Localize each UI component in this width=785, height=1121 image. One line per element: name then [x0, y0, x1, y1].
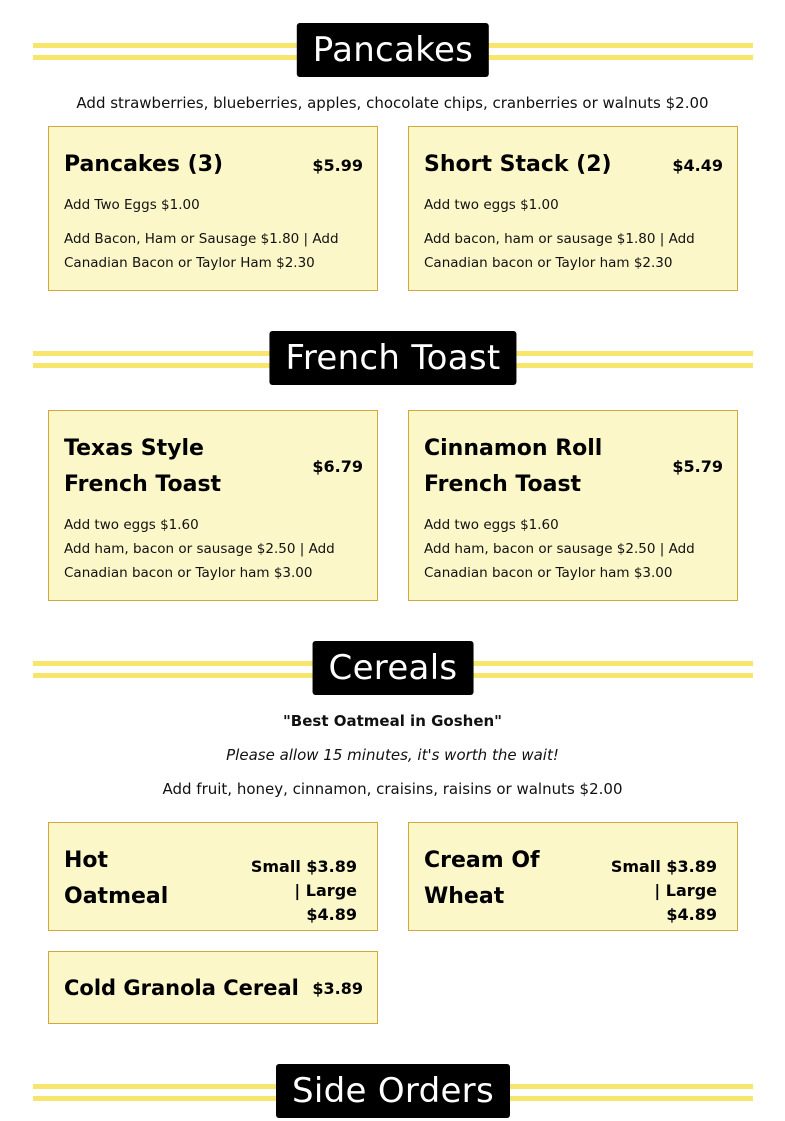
item-price: $5.99 [312, 156, 363, 175]
section-header-pancakes [33, 23, 753, 77]
item-name: Pancakes (3) [64, 152, 224, 177]
menu-item-cream-of-wheat [408, 822, 738, 931]
item-price: $3.89 [312, 979, 363, 998]
item-detail: Add bacon, ham or sausage $1.80 | Add Canadian bacon or Taylor ham $2.30 [424, 231, 695, 271]
menu-item-hot-oatmeal [48, 822, 378, 931]
item-detail: Add two eggs $1.60 [64, 517, 199, 533]
section-header-side-orders [33, 1064, 753, 1118]
menu-item-pancakes-3 [48, 126, 378, 291]
item-name: Hot Oatmeal [64, 848, 169, 909]
section-header-cereals [33, 641, 753, 695]
section-title-cereals: Cereals [313, 641, 474, 695]
item-detail: Add Two Eggs $1.00 [64, 197, 200, 213]
menu-item-cold-granola-cereal [48, 951, 378, 1024]
item-detail: Add ham, bacon or sausage $2.50 | Add Canadian bacon or Taylor ham $3.00 [424, 541, 695, 581]
item-price: Small $3.89 | Large $4.89 [610, 857, 717, 924]
item-detail: Add two eggs $1.00 [424, 197, 559, 213]
item-detail: Add two eggs $1.60 [424, 517, 559, 533]
item-detail: Add ham, bacon or sausage $2.50 | Add Canadian bacon or Taylor ham $3.00 [64, 541, 335, 581]
section-title-pancakes: Pancakes [297, 23, 489, 77]
cereals-addon-note: Add fruit, honey, cinnamon, craisins, raisins or walnuts $2.00 [162, 780, 623, 798]
wait-note: Please allow 15 minutes, it's worth the wait! [226, 746, 559, 764]
section-header-french-toast [33, 331, 753, 385]
menu-item-texas-french-toast [48, 410, 378, 601]
item-name: Cold Granola Cereal [64, 976, 299, 1000]
item-price: Small $3.89 | Large $4.89 [250, 857, 357, 924]
item-name: Cinnamon Roll French Toast [424, 436, 603, 497]
item-price: $6.79 [312, 457, 363, 476]
oatmeal-tagline: "Best Oatmeal in Goshen" [282, 712, 502, 730]
pancakes-addon-note: Add strawberries, blueberries, apples, chocolate chips, cranberries or walnuts $2.00 [76, 94, 709, 112]
section-title-french-toast: French Toast [269, 331, 516, 385]
menu-item-short-stack [408, 126, 738, 291]
item-price: $4.49 [672, 156, 723, 175]
section-title-side-orders: Side Orders [276, 1064, 510, 1118]
item-name: Short Stack (2) [424, 152, 612, 177]
item-name: Texas Style French Toast [64, 436, 222, 497]
item-detail: Add Bacon, Ham or Sausage $1.80 | Add Canadian Bacon or Taylor Ham $2.30 [64, 231, 339, 271]
menu-item-cinnamon-roll-french-toast [408, 410, 738, 601]
item-name: Cream Of Wheat [424, 848, 540, 909]
item-price: $5.79 [672, 457, 723, 476]
